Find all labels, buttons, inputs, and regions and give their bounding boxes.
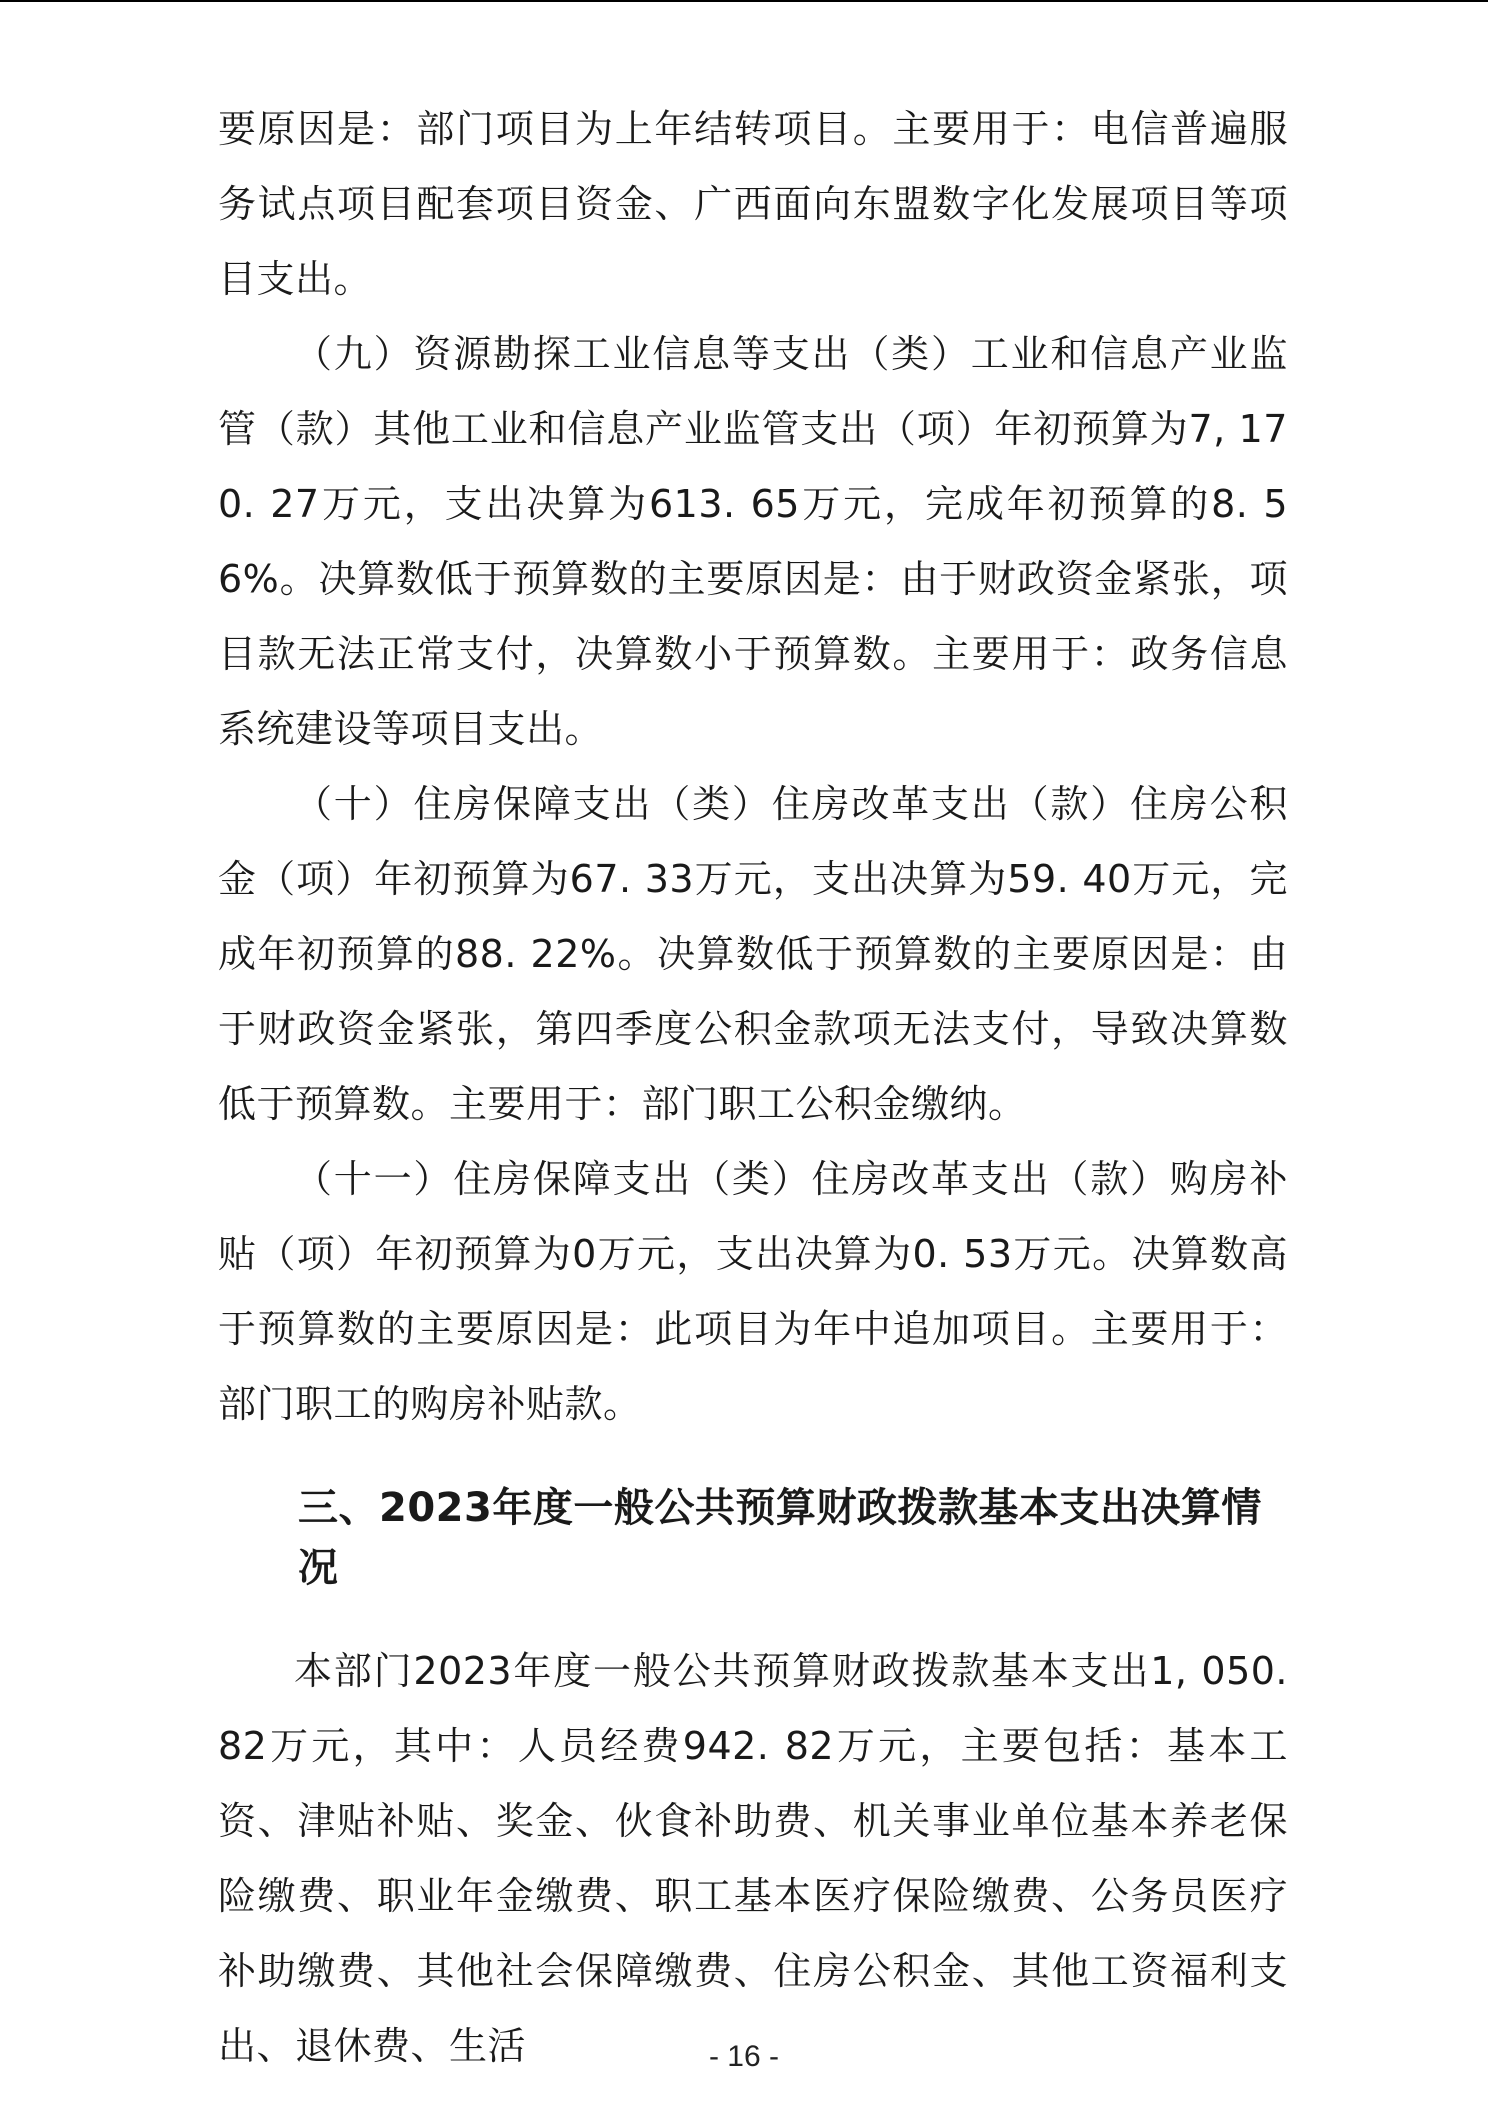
paragraph-continuation: 要原因是：部门项目为上年结转项目。主要用于：电信普遍服务试点项目配套项目资金、广西面向东盟数字化发展项目等项目支出。 bbox=[218, 107, 1288, 301]
page-number: - 16 - bbox=[708, 2040, 780, 2073]
paragraph-item-9: （九）资源勘探工业信息等支出（类）工业和信息产业监管（款）其他工业和信息产业监管支出（项）年初预算为7, 170. 27万元，支出决算为613. 65万元，完成年初预算的8. 56%。决算数低于预算数的主要原因是：由于财政资金紧张，项目款无法正常支付，决算数小于预算数。主要用于：政务信息系统建设等项目支出。 bbox=[218, 332, 1288, 751]
section-heading: 三、2023年度一般公共预算财政拨款基本支出决算情况 bbox=[298, 1485, 1262, 1591]
paragraph-item-10: （十）住房保障支出（类）住房改革支出（款）住房公积金（项）年初预算为67. 33万元，支出决算为59. 40万元，完成年初预算的88. 22%。决算数低于预算数的主要原因是：由于财政资金紧张，第四季度公积金款项无法支付，导致决算数低于预算数。主要用于：部门职工公积金缴纳。 bbox=[218, 782, 1288, 1126]
paragraph-item-11: （十一）住房保障支出（类）住房改革支出（款）购房补贴（项）年初预算为0万元，支出决算为0. 53万元。决算数高于预算数的主要原因是：此项目为年中追加项目。主要用于：部门职工的购房补贴款。 bbox=[218, 1157, 1288, 1426]
page-top-border bbox=[0, 0, 1488, 2]
document-page bbox=[218, 92, 1288, 2084]
section-paragraph: 本部门2023年度一般公共预算财政拨款基本支出1, 050. 82万元，其中：人员经费942. 82万元，主要包括：基本工资、津贴补贴、奖金、伙食补助费、机关事业单位基本养老保险缴费、职业年金缴费、职工基本医疗保险缴费、公务员医疗补助缴费、其他社会保障缴费、住房公积金、其他工资福利支出、退休费、生活 bbox=[218, 1649, 1288, 2068]
